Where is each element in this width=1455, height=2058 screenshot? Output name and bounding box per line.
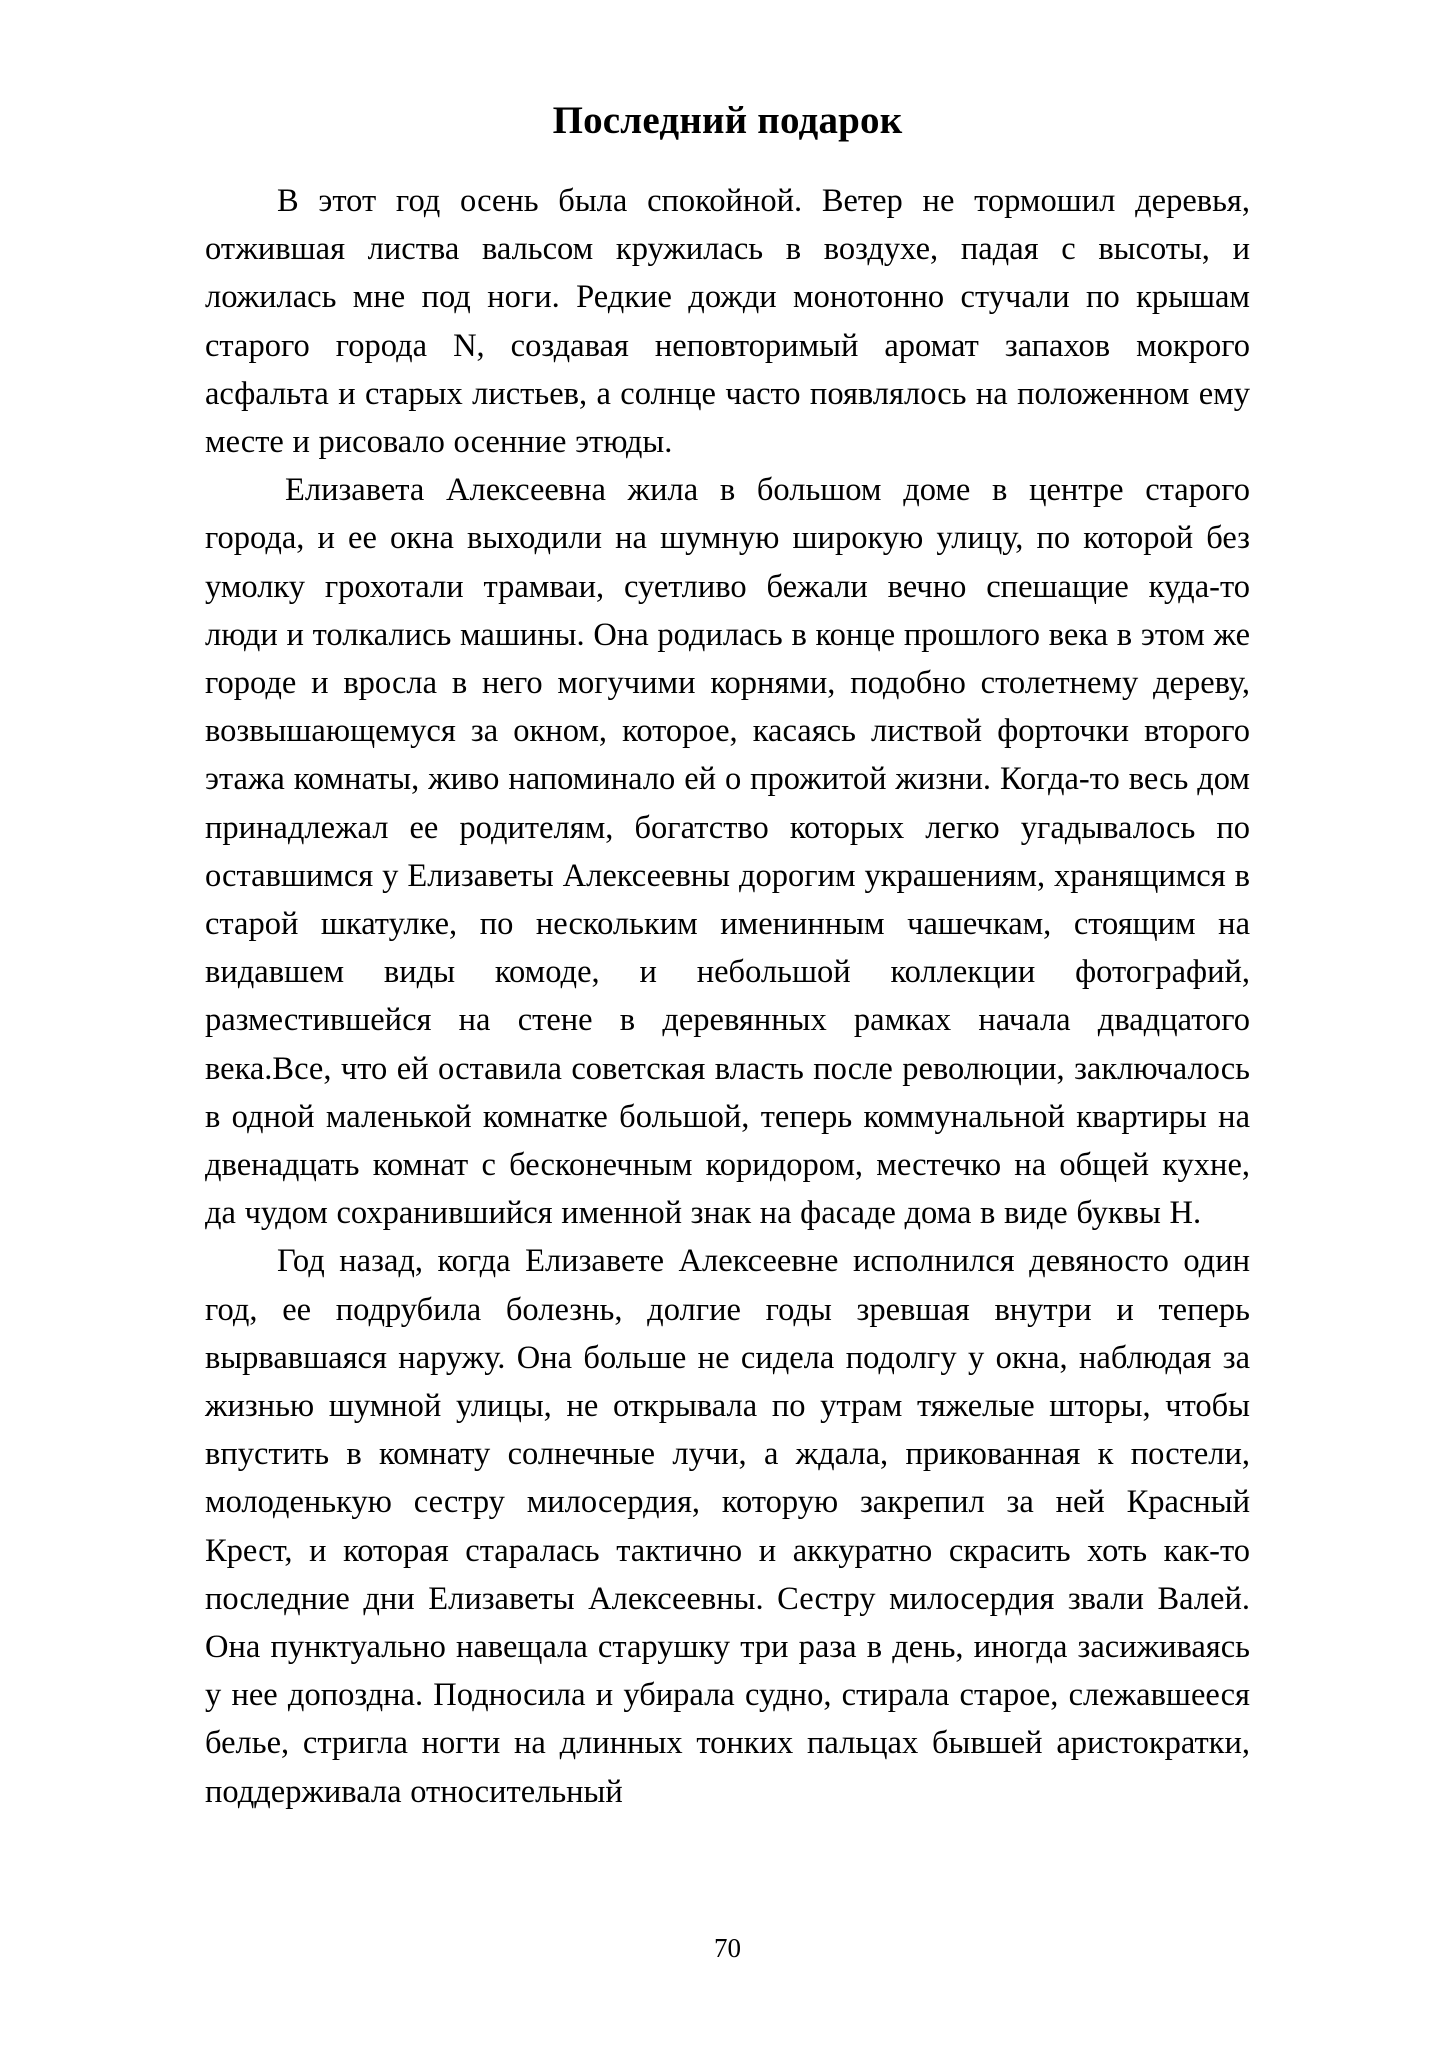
body-paragraph-1: В этот год осень была спокойной. Ветер не тормошил деревья, отжившая листва вальсом кружилась в воздухе, падая с высоты, и ложилась мне под ноги. Редкие дожди монотонно стучали по крышам старого города N, создавая неповторимый аромат запахов мокрого асфальта и старых листьев, а солнце часто появлялось на положенном ему месте и рисовало осенние этюды. bbox=[205, 182, 1250, 460]
body-paragraph-3: Год назад, когда Елизавете Алексеевне исполнился девяносто один год, ее подрубила болезнь, долгие годы зревшая внутри и теперь вырвавшаяся наружу. Она больше не сидела подолгу у окна, наблюдая за жизнью шумной улицы, не открывала по утрам тяжелые шторы, чтобы впустить в комнату солнечные лучи, а ждала, прикованная к постели, молоденькую сестру милосердия, которую закрепил за ней Красный Крест, и которая старалась тактично и аккуратно скрасить хоть как-то последние дни Елизаветы Алексеевны. Сестру милосердия звали Валей. Она пунктуально навещала старушку три раза в день, иногда засиживаясь у нее допоздна. Подносила и убирала судно, стирала старое, слежавшееся белье, стригла ногти на длинных тонких пальцах бывшей аристократки, поддерживала относительный bbox=[205, 1243, 1250, 1810]
page-number: 70 bbox=[714, 1933, 741, 1963]
page-body bbox=[205, 100, 1250, 1816]
page-title: Последний подарок bbox=[552, 99, 903, 142]
body-paragraph-2: Елизавета Алексеевна жила в большом доме в центре старого города, и ее окна выходили на шумную широкую улицу, по которой без умолку грохотали трамваи, суетливо бежали вечно спешащие куда-то люди и толкались машины. Она родилась в конце прошлого века в этом же городе и вросла в него могучими корнями, подобно столетнему дереву, возвышающемуся за окном, которое, касаясь листвой форточки второго этажа комнаты, живо напоминало ей о прожитой жизни. Когда-то весь дом принадлежал ее родителям, богатство которых легко угадывалось по оставшимся у Елизаветы Алексеевны дорогим украшениям, хранящимся в старой шкатулке, по нескольким именинным чашечкам, стоящим на видавшем виды комоде, и небольшой коллекции фотографий, разместившейся на стене в деревянных рамках начала двадцатого века.Все, что ей оставила советская власть после революции, заключалось в одной маленькой комнатке большой, теперь коммунальной квартиры на двенадцать комнат с бесконечным коридором, местечко на общей кухне, да чудом сохранившийся именной знак на фасаде дома в виде буквы Н. bbox=[205, 472, 1250, 1232]
